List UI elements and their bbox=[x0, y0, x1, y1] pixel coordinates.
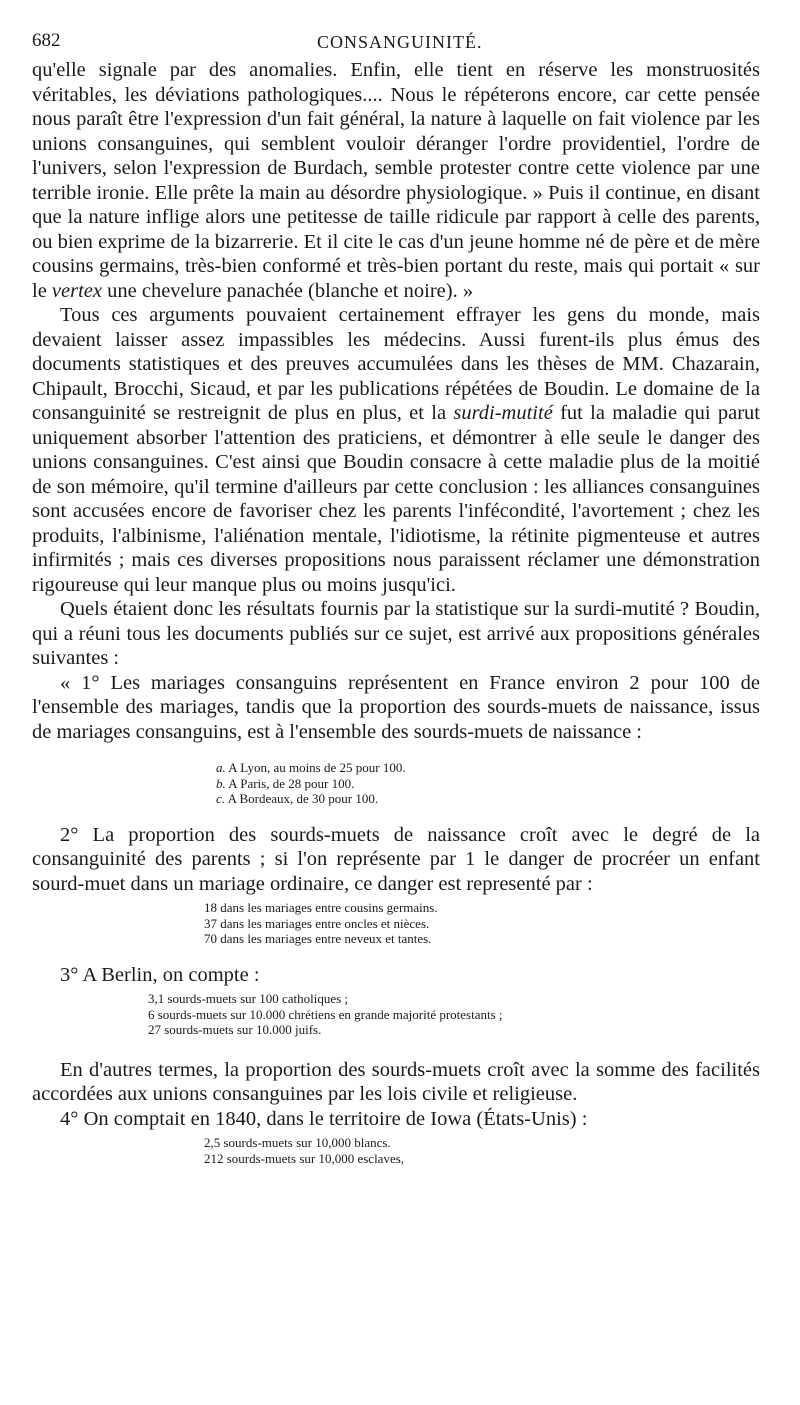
paragraph-6: 3° A Berlin, on compte : bbox=[60, 963, 260, 986]
list-item: 70 dans les mariages entre neveux et tantes. bbox=[204, 931, 432, 946]
page-body bbox=[32, 58, 760, 1166]
list-item: 2,5 sourds-muets sur 10,000 blancs. bbox=[204, 1135, 391, 1150]
book-page bbox=[32, 28, 760, 1166]
paragraph-5: 2° La proportion des sourds-muets de naissance croît avec le degré de la consanguinité des parents ; si l'on représente par 1 le danger de procréer un enfant sourd-muet dans un mariage ordinaire, ce danger est representé par : bbox=[32, 823, 760, 895]
page-number: 682 bbox=[32, 30, 61, 51]
list-city-proportions bbox=[216, 760, 760, 807]
list-item: 212 sourds-muets sur 10,000 esclaves, bbox=[204, 1150, 405, 1166]
emphasis-vertex: vertex bbox=[51, 279, 102, 302]
list-berlin bbox=[148, 991, 760, 1038]
list-consanguinity-degrees bbox=[204, 900, 760, 947]
list-item: c. A Bordeaux, de 30 pour 100. bbox=[216, 791, 379, 806]
paragraph-1: qu'elle signale par des anomalies. Enfin, elle tient en réserve les monstruosités véritables, les déviations pathologiques.... Nous le répéterons encore, car cette pensée nous paraît être l'expression d'un fait général, la nature à laquelle on fait violence par les unions consanguines, qui semblent vouloir déranger l'ordre providentiel, l'ordre de l'univers, selon l'expression de Burdach, semble protester contre cette violence par une terrible ironie. Elle prête la main au désordre physiologique. » Puis il continue, en disant que la nature inflige alors une petitesse de taille ridicule par rapport à celle des parents, ou bien exprime de la bizarrerie. Et il cite le cas d'un jeune homme né de père et de mère cousins germains, très-bien conformé et très-bien portant du reste, mais qui portait « sur le vertex une chevelure panachée (blanche et noire). » bbox=[32, 59, 760, 302]
list-item: 18 dans les mariages entre cousins germains. bbox=[204, 900, 438, 915]
list-item: 6 sourds-muets sur 10.000 chrétiens en grande majorité protestants ; bbox=[148, 1006, 503, 1022]
list-item: 3,1 sourds-muets sur 100 catholiques ; bbox=[148, 991, 349, 1006]
list-item: b. A Paris, de 28 pour 100. bbox=[216, 775, 355, 791]
list-iowa bbox=[204, 1135, 760, 1166]
running-title: CONSANGUINITÉ. bbox=[317, 32, 483, 52]
paragraph-4: « 1° Les mariages consanguins représentent en France environ 2 pour 100 de l'ensemble des mariages, tandis que la proportion des sourds-muets de naissance, issus de mariages consanguins, est à l'ensemble des sourds-muets de naissance : bbox=[32, 671, 760, 743]
emphasis-surdi-mutite: surdi-mutité bbox=[453, 402, 553, 424]
paragraph-2: Tous ces arguments pouvaient certainement effrayer les gens du monde, mais devaient laisser assez impassibles les médecins. Aussi furent-ils plus émus des documents statistiques et des preuves accumulées dans les thèses de MM. Chazarain, Chipault, Brocchi, Sicaud, et par les publications répétées de Boudin. Le domaine de la consanguinité se restreignit de plus en plus, et la surdi-mutité fut la maladie qui parut uniquement absorber l'attention des praticiens, et démontrer à elle seule le danger des unions consanguines. C'est ainsi que Boudin consacre à cette maladie plus de la moitié de son mémoire, qu'il termine d'ailleurs par cette conclusion : les alliances consanguines sont accusées encore de favoriser chez les parents l'infécondité, l'avortement ; chez les produits, l'albinisme, l'aliénation mentale, l'idiotisme, la rétinite pigmenteuse et autres infirmités ; mais ces diverses propositions nous paraissent réclamer une démonstration rigoureuse qui leur manque plus ou moins jusqu'ici. bbox=[32, 304, 760, 596]
list-item: a. A Lyon, au moins de 25 pour 100. bbox=[216, 760, 406, 775]
list-item: 27 sourds-muets sur 10.000 juifs. bbox=[148, 1022, 322, 1037]
paragraph-8: 4° On comptait en 1840, dans le territoire de Iowa (États-Unis) : bbox=[60, 1107, 588, 1130]
page-header bbox=[32, 28, 760, 58]
list-item: 37 dans les mariages entre oncles et nièces. bbox=[204, 915, 430, 931]
paragraph-3: Quels étaient donc les résultats fournis par la statistique sur la surdi-mutité ? Boudin, qui a réuni tous les documents publiés sur ce sujet, est arrivé aux propositions générales suivantes : bbox=[32, 598, 760, 669]
paragraph-7: En d'autres termes, la proportion des sourds-muets croît avec la somme des facilités accordées aux unions consanguines par les lois civile et religieuse. bbox=[32, 1058, 760, 1105]
